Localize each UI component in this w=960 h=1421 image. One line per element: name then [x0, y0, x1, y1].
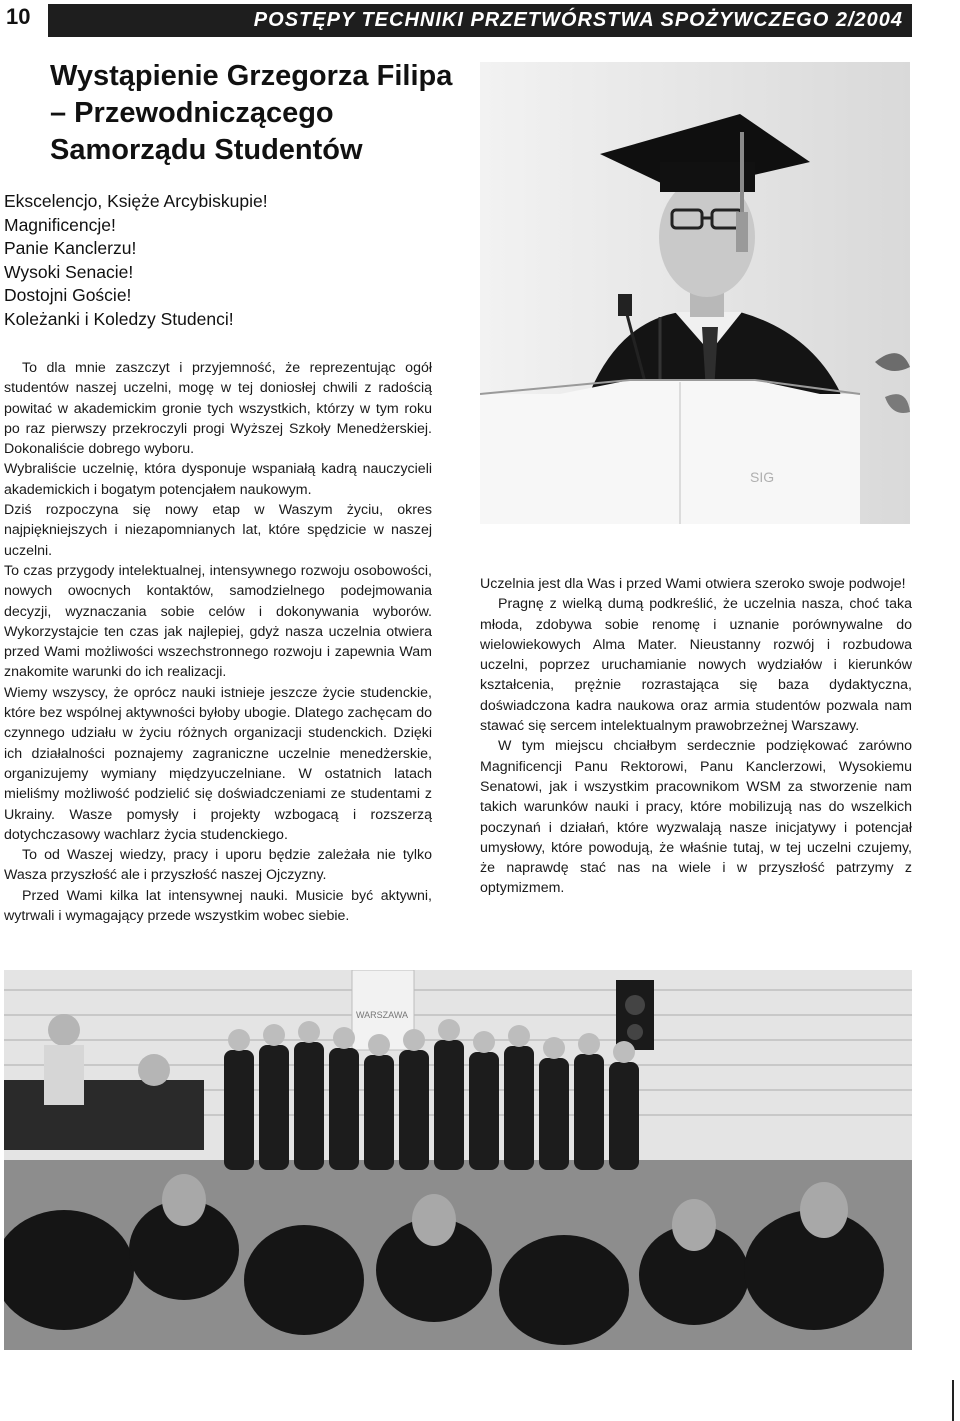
- journal-header-bar: [48, 4, 912, 37]
- podium-sign-text: SIG: [750, 469, 775, 485]
- article-column-right: [480, 574, 912, 899]
- greetings-block: [4, 190, 444, 331]
- greeting-line: Koleżanki i Koledzy Studenci!: [4, 308, 234, 329]
- greeting-line: Wysoki Senacie!: [4, 261, 134, 282]
- speaker-photo-illustration: [480, 62, 910, 524]
- paragraph: W tym miejscu chciałbym serdecznie podziękować zarówno Magnificencji Panu Rektorowi, Panu Kanclerzowi, Wysokiemu Senatowi, jak i wszystkim pracownikom WSM za stworzenie nam takich warunków nauki i pracy, które mobilizują nas do wszelkich poczynań i działań, które wyzwalają nasze inicjatywy i potencjał umysłowy, które powodują, że właśnie tutaj, w tej uczelni czujemy, że naprawdę stać nas na wiele i w przyszłość patrzymy z optymizmem.: [480, 738, 912, 897]
- paragraph: To od Waszej wiedzy, pracy i uporu będzie zależała nie tylko Wasza przyszłość ale i przyszłość naszej Ojczyzny.: [4, 847, 432, 884]
- paragraph: Przed Wami kilka lat intensywnej nauki. Musicie być aktywni, wytrwali i wymagający przede wszystkim wobec siebie.: [4, 887, 432, 925]
- article-column-left: [4, 358, 432, 926]
- greeting-line: Ekscelencjo, Księże Arcybiskupie!: [4, 191, 268, 211]
- journal-title: POSTĘPY TECHNIKI PRZETWÓRSTWA SPOŻYWCZEGO 2/2004: [253, 9, 903, 31]
- page-edge-line: [952, 1380, 954, 1421]
- ceremony-photo: [4, 970, 912, 1350]
- paragraph: Pragnę z wielką dumą podkreślić, że uczelnia nasza, choć taka młoda, zdobywa sobie renomę i uznanie porównywalne do wielowiekowych Alma Mater. Nieustanny rozwój i rozbudowa uczelni, poprzez uruchamianie nowych wydziałów i kierunków kształcenia, prężnie rozrastająca się baza dydaktyczna, doświadczona kadra naukowa oraz armia studentów pozwala nam stawać się sercem intelektualnym prawobrzeżnej Warszawy.: [480, 596, 912, 735]
- banner-text: WARSZAWA: [356, 1010, 408, 1020]
- greeting-line: Magnificencje!: [4, 214, 116, 235]
- paragraph: Wybraliście uczelnię, która dysponuje wspaniałą kadrą nauczycieli akademickich i bogatym potencjałem naukowym.: [4, 461, 432, 498]
- greeting-line: Panie Kanclerzu!: [4, 238, 137, 258]
- page-number: 10: [6, 4, 31, 29]
- speaker-photo: [480, 62, 910, 524]
- paragraph: Dziś rozpoczyna się nowy etap w Waszym życiu, okres najpiękniejszych i niezapomnianych lat, które spędzicie w naszej uczelni.: [4, 502, 432, 559]
- paragraph: To czas przygody intelektualnej, intensywnego rozwoju osobowości, nowych owocnych kontaktów, samodzielnego podejmowania decyzji, wyznaczania sobie celów i dokonywania wyborów. Wykorzystajcie ten czas jak najlepiej, gdyż nasza uczelnia otwiera przed Wami możliwości wszechstronnego rozwoju i zapewnia Wam znakomite warunki do ich realizacji.: [4, 562, 432, 681]
- ceremony-photo-illustration: [4, 970, 912, 1350]
- greeting-line: Dostojni Goście!: [4, 285, 132, 305]
- paragraph: Uczelnia jest dla Was i przed Wami otwiera szeroko swoje podwoje!: [480, 576, 906, 592]
- paragraph: Wiemy wszyscy, że oprócz nauki istnieje jeszcze życie studenckie, które bez wspólnej aktywności byłoby ubogie. Dlatego zachęcam do czynnego udziału w życiu różnych organizacji studenckich. Dzięki ich działalności poznajemy zagraniczne uczelnie menedżerskie, organizujemy wymiany międzyuczelniane. W ostatnich latach mieliśmy możliwość podzielić się doświadczeniami ze studentami z Ukrainy. Wasze pomysły i projekty wzbogacą i rozszerzą dotychczasowy wachlarz życia studenckiego.: [4, 684, 432, 843]
- paragraph: To dla mnie zaszczyt i przyjemność, że reprezentując ogół studentów naszej uczelni, mogę w tej doniosłej chwili z radością powitać w akademickim gronie tych wszystkich, którzy w tym roku po raz pierwszy przekroczyli progi Wyższej Szkoły Menedżerskiej. Dokonaliście dobrego wyboru.: [4, 360, 432, 458]
- article-headline: Wystąpienie Grzegorza Filipa – Przewodniczącego Samorządu Studentów: [50, 60, 453, 166]
